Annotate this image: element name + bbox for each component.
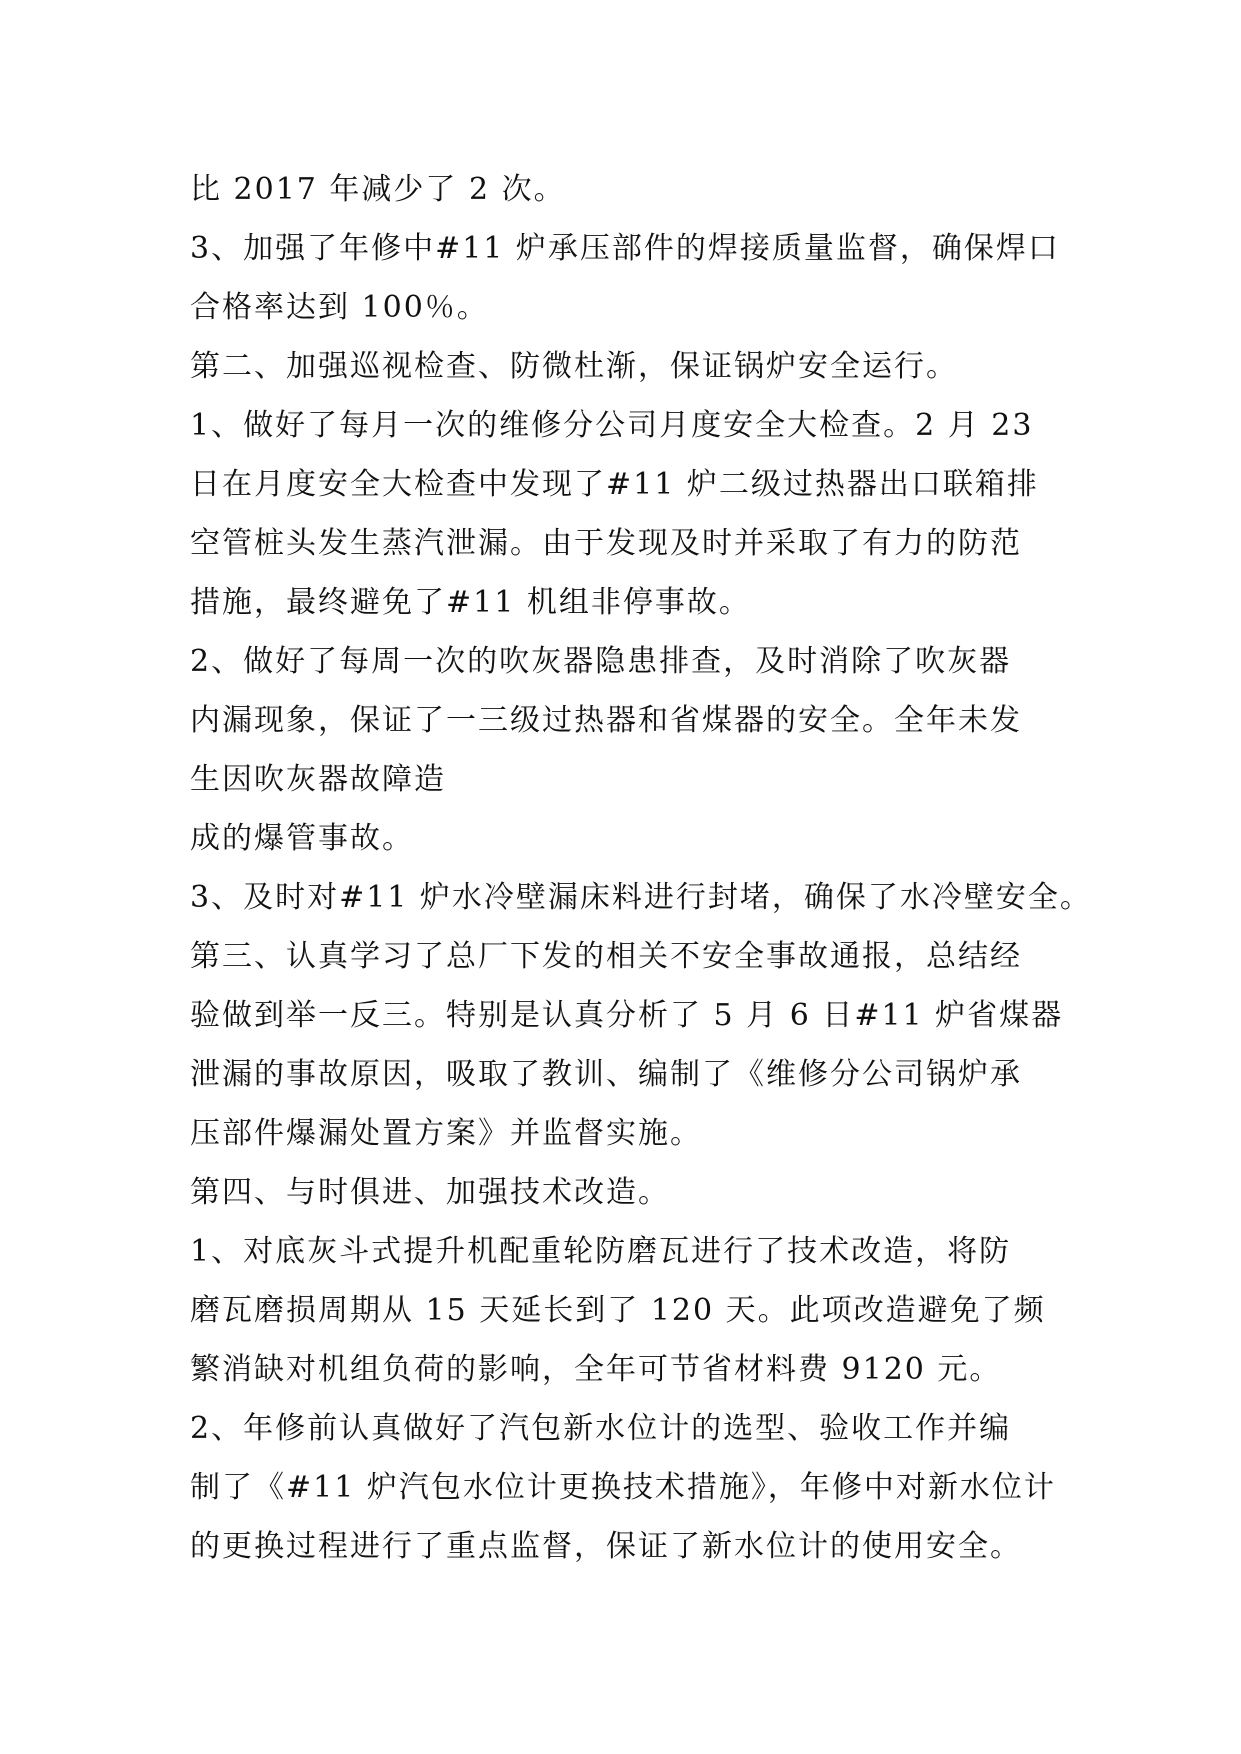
text-line: 成的爆管事故。 (190, 821, 414, 856)
text-line: 合格率达到 100％。 (190, 290, 489, 325)
text-line: 繁消缺对机组负荷的影响，全年可节省材料费 9120 元。 (190, 1352, 1002, 1387)
section-heading: 第三、认真学习了总厂下发的相关不安全事故通报，总结经 (190, 939, 1022, 974)
text-line: 空管桩头发生蒸汽泄漏。由于发现及时并采取了有力的防范 (190, 526, 1022, 561)
text-line: 验做到举一反三。特别是认真分析了 5 月 6 日#11 炉省煤器 (190, 998, 1064, 1033)
text-line: 磨瓦磨损周期从 15 天延长到了 120 天。此项改造避免了频 (190, 1293, 1046, 1328)
text-line: 措施，最终避免了#11 机组非停事故。 (190, 585, 751, 620)
text-line: 1、对底灰斗式提升机配重轮防磨瓦进行了技术改造，将防 (190, 1234, 1012, 1269)
text-line: 制了《#11 炉汽包水位计更换技术措施》，年修中对新水位计 (190, 1470, 1056, 1505)
section-heading: 第四、与时俱进、加强技术改造。 (190, 1175, 670, 1210)
text-line: 1、做好了每月一次的维修分公司月度安全大检查。2 月 23 (190, 408, 1034, 443)
text-line: 3、加强了年修中#11 炉承压部件的焊接质量监督，确保焊口 (190, 231, 1060, 266)
text-line: 内漏现象，保证了一三级过热器和省煤器的安全。全年未发 (190, 703, 1022, 738)
text-line: 的更换过程进行了重点监督，保证了新水位计的使用安全。 (190, 1529, 1022, 1564)
text-line: 日在月度安全大检查中发现了#11 炉二级过热器出口联箱排 (190, 467, 1039, 502)
text-line: 压部件爆漏处置方案》并监督实施。 (190, 1116, 702, 1151)
text-line: 生因吹灰器故障造 (190, 762, 446, 797)
text-line: 2、年修前认真做好了汽包新水位计的选型、验收工作并编 (190, 1411, 1012, 1446)
text-line: 3、及时对#11 炉水冷壁漏床料进行封堵，确保了水冷壁安全。 (190, 880, 1092, 915)
text-line: 泄漏的事故原因，吸取了教训、编制了《维修分公司锅炉承 (190, 1057, 1022, 1092)
text-line: 比 2017 年减少了 2 次。 (190, 172, 566, 207)
text-line: 2、做好了每周一次的吹灰器隐患排查，及时消除了吹灰器 (190, 644, 1012, 679)
document-body (190, 160, 1090, 1576)
section-heading: 第二、加强巡视检查、防微杜渐，保证锅炉安全运行。 (190, 349, 958, 384)
